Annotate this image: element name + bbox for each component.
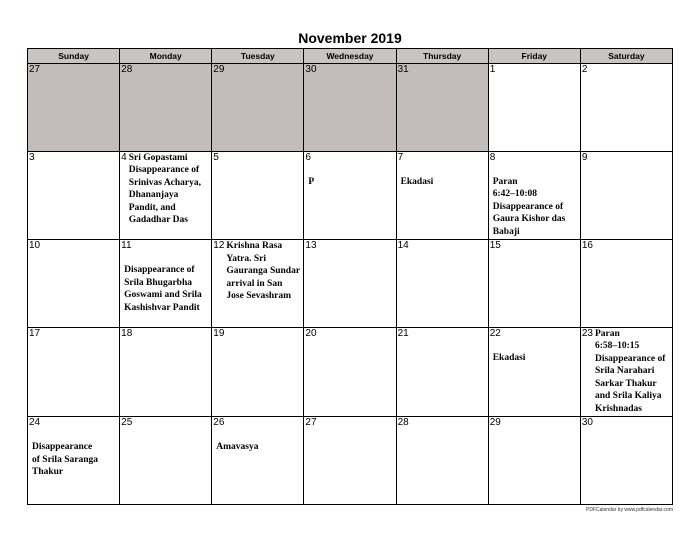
day-number: 9 xyxy=(581,151,588,163)
weekday-thursday: Thursday xyxy=(396,49,488,64)
day-cell xyxy=(580,151,672,239)
day-number: 27 xyxy=(29,64,41,75)
week-row xyxy=(28,327,673,416)
weekday-friday: Friday xyxy=(488,49,580,64)
day-event: Paran 6:42–10:08 Disappearance of Gaura Kishor das Babaji xyxy=(492,176,566,237)
day-number: 23 xyxy=(581,327,593,339)
day-cell xyxy=(28,417,120,505)
day-event: Paran 6:58–10:15 Disappearance of Srila Narahari Sarkar Thakur and Srila Kaliya Krishnadas xyxy=(594,328,666,414)
day-number: 20 xyxy=(305,327,317,339)
day-cell xyxy=(580,327,672,416)
day-number: 27 xyxy=(305,417,317,429)
day-cell xyxy=(304,240,396,328)
day-cell xyxy=(488,151,580,239)
day-cell xyxy=(120,151,212,239)
day-number: 28 xyxy=(121,64,133,75)
weekday-wednesday: Wednesday xyxy=(304,49,396,64)
calendar-body xyxy=(28,64,673,505)
day-cell xyxy=(28,151,120,239)
day-event: Amavasya xyxy=(216,442,259,453)
day-cell xyxy=(580,64,672,152)
day-number: 30 xyxy=(581,417,593,429)
day-number: 8 xyxy=(489,151,496,163)
week-row xyxy=(28,151,673,239)
weekday-tuesday: Tuesday xyxy=(212,49,304,64)
day-number: 17 xyxy=(29,327,41,339)
day-number: 26 xyxy=(213,417,225,429)
day-number: 16 xyxy=(581,240,593,252)
day-event: Disappearance of Srila Bhugarbha Goswami and Srila Kashishvar Pandit xyxy=(124,265,202,313)
day-cell xyxy=(304,151,396,239)
day-cell xyxy=(304,64,396,152)
day-cell xyxy=(120,417,212,505)
day-cell xyxy=(212,327,304,416)
weekday-monday: Monday xyxy=(120,49,212,64)
day-cell xyxy=(212,151,304,239)
day-number: 21 xyxy=(397,327,409,339)
day-cell xyxy=(488,327,580,416)
weekday-sunday: Sunday xyxy=(28,49,120,64)
day-cell xyxy=(120,240,212,328)
day-cell xyxy=(396,417,488,505)
week-row xyxy=(28,64,673,152)
day-cell xyxy=(488,64,580,152)
day-number: 3 xyxy=(29,151,35,163)
day-event: Krishna Rasa Yatra. Sri Gauranga Sundar arrival in San Jose Sevashram xyxy=(226,241,301,302)
day-cell xyxy=(212,417,304,505)
day-number: 29 xyxy=(213,64,225,75)
day-cell xyxy=(28,327,120,416)
day-cell xyxy=(488,240,580,328)
day-event: Ekadasi xyxy=(492,352,526,363)
day-cell xyxy=(396,151,488,239)
day-number: 10 xyxy=(29,240,41,252)
day-event: P xyxy=(308,176,315,187)
day-number: 12 xyxy=(213,240,225,252)
day-number: 24 xyxy=(29,417,41,429)
day-event: Disappearance of Srila Saranga Thakur xyxy=(32,442,98,478)
day-cell xyxy=(212,240,304,328)
day-number: 19 xyxy=(213,327,225,339)
day-number: 29 xyxy=(489,417,501,429)
day-cell xyxy=(396,64,488,152)
day-number: 14 xyxy=(397,240,409,252)
week-row xyxy=(28,240,673,328)
day-cell xyxy=(212,64,304,152)
day-number: 5 xyxy=(213,151,219,163)
footer-credit: PDFCalendar by www.pdfcalendar.com xyxy=(586,507,673,513)
day-cell xyxy=(28,64,120,152)
day-number: 28 xyxy=(397,417,409,429)
calendar-title: November 2019 xyxy=(298,30,402,46)
day-number: 1 xyxy=(489,64,496,75)
day-cell xyxy=(28,240,120,328)
day-number: 22 xyxy=(489,327,501,339)
day-number: 7 xyxy=(397,151,404,163)
day-cell xyxy=(580,240,672,328)
day-event: Sri Gopastami Disappearance of Srinivas Acharya, Dhananjaya Pandit, and Gadadhar Das xyxy=(128,152,202,226)
day-event: Ekadasi xyxy=(400,176,434,187)
day-cell xyxy=(120,64,212,152)
day-number: 18 xyxy=(121,327,133,339)
day-cell xyxy=(396,327,488,416)
day-number: 13 xyxy=(305,240,317,252)
day-number: 6 xyxy=(305,151,311,163)
weekday-header-row xyxy=(28,49,673,64)
day-number: 11 xyxy=(121,240,132,252)
weekday-saturday: Saturday xyxy=(580,49,672,64)
calendar-grid xyxy=(27,48,673,505)
day-cell xyxy=(120,327,212,416)
day-number: 15 xyxy=(489,240,501,252)
day-number: 30 xyxy=(305,64,317,75)
day-cell xyxy=(304,417,396,505)
day-number: 4 xyxy=(121,151,127,163)
day-number: 31 xyxy=(397,64,409,75)
day-number: 2 xyxy=(581,64,588,75)
day-number: 25 xyxy=(121,417,133,429)
day-cell xyxy=(396,240,488,328)
day-cell xyxy=(304,327,396,416)
week-row xyxy=(28,417,673,505)
day-cell xyxy=(488,417,580,505)
day-cell xyxy=(580,417,672,505)
